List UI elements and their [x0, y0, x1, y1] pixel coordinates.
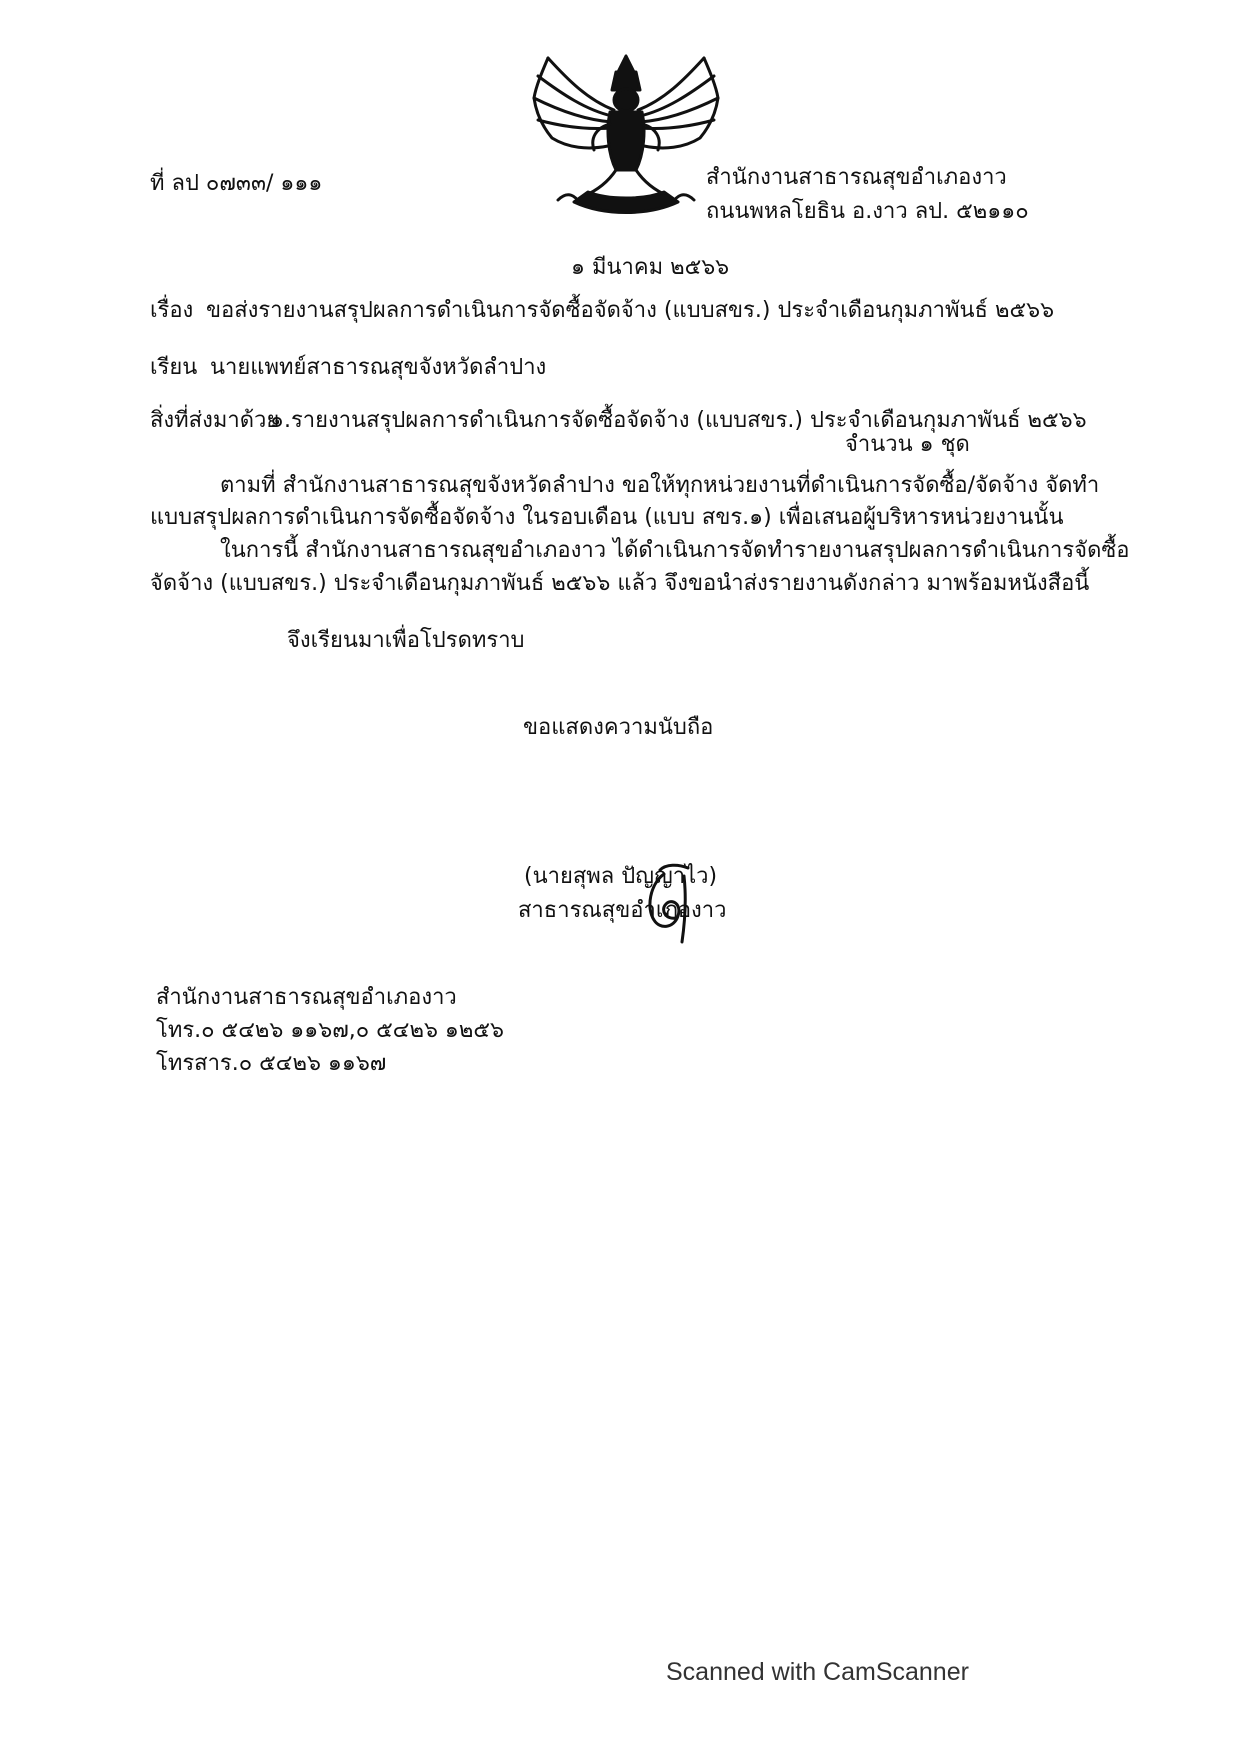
subject-label: เรื่อง — [150, 298, 194, 323]
body-line: แบบสรุปผลการดำเนินการจัดซื้อจัดจ้าง ในรอบเดือน (แบบ สขร.๑) เพื่อเสนอผู้บริหารหน่วยงานนั้น — [150, 505, 1064, 530]
enclosure-text: ๑.รายงานสรุปผลการดำเนินการจัดซื้อจัดจ้าง (แบบสขร.) ประจำเดือนกุมภาพันธ์ ๒๕๖๖ — [270, 408, 1087, 433]
subject-text: ขอส่งรายงานสรุปผลการดำเนินการจัดซื้อจัดจ้าง (แบบสขร.) ประจำเดือนกุมภาพันธ์ ๒๕๖๖ — [206, 298, 1055, 323]
recipient-label: เรียน — [150, 355, 198, 380]
office-address: ถนนพหลโยธิน อ.งาว ลป. ๕๒๑๑๐ — [706, 199, 1029, 224]
reference-number: ที่ ลป ๐๗๓๓/ ๑๑๑ — [150, 171, 323, 196]
footer-phone: โทร.๐ ๕๔๒๖ ๑๑๖๗,๐ ๕๔๒๖ ๑๒๕๖ — [156, 1018, 505, 1043]
body-line: ตามที่ สำนักงานสาธารณสุขจังหวัดลำปาง ขอให้ทุกหน่วยงานที่ดำเนินการจัดซื้อ/จัดจ้าง จัดทำ — [220, 473, 1100, 498]
body-line: จัดจ้าง (แบบสขร.) ประจำเดือนกุมภาพันธ์ ๒๕๖๖ แล้ว จึงขอนำส่งรายงานดังกล่าว มาพร้อมหนังสือนี้ — [150, 571, 1090, 596]
signer-title: สาธารณสุขอำเภองาว — [518, 898, 727, 923]
enclosure-quantity: จำนวน ๑ ชุด — [845, 432, 970, 457]
garuda-emblem-icon — [528, 50, 724, 220]
footer-office: สำนักงานสาธารณสุขอำเภองาว — [156, 985, 457, 1010]
office-name: สำนักงานสาธารณสุขอำเภองาว — [706, 165, 1007, 190]
scanner-watermark: Scanned with CamScanner — [666, 1658, 969, 1686]
footer-fax: โทรสาร.๐ ๕๔๒๖ ๑๑๖๗ — [156, 1051, 387, 1076]
body-line: ในการนี้ สำนักงานสาธารณสุขอำเภองาว ได้ดำเนินการจัดทำรายงานสรุปผลการดำเนินการจัดซื้อ — [220, 538, 1130, 563]
signer-name: (นายสุพล ปัญญาไว) — [524, 864, 718, 889]
salutation: ขอแสดงความนับถือ — [523, 715, 714, 740]
recipient-text: นายแพทย์สาธารณสุขจังหวัดลำปาง — [210, 355, 547, 380]
letter-date: ๑ มีนาคม ๒๕๖๖ — [571, 255, 730, 280]
closing-request: จึงเรียนมาเพื่อโปรดทราบ — [287, 628, 525, 653]
enclosure-label: สิ่งที่ส่งมาด้วย — [150, 408, 280, 433]
